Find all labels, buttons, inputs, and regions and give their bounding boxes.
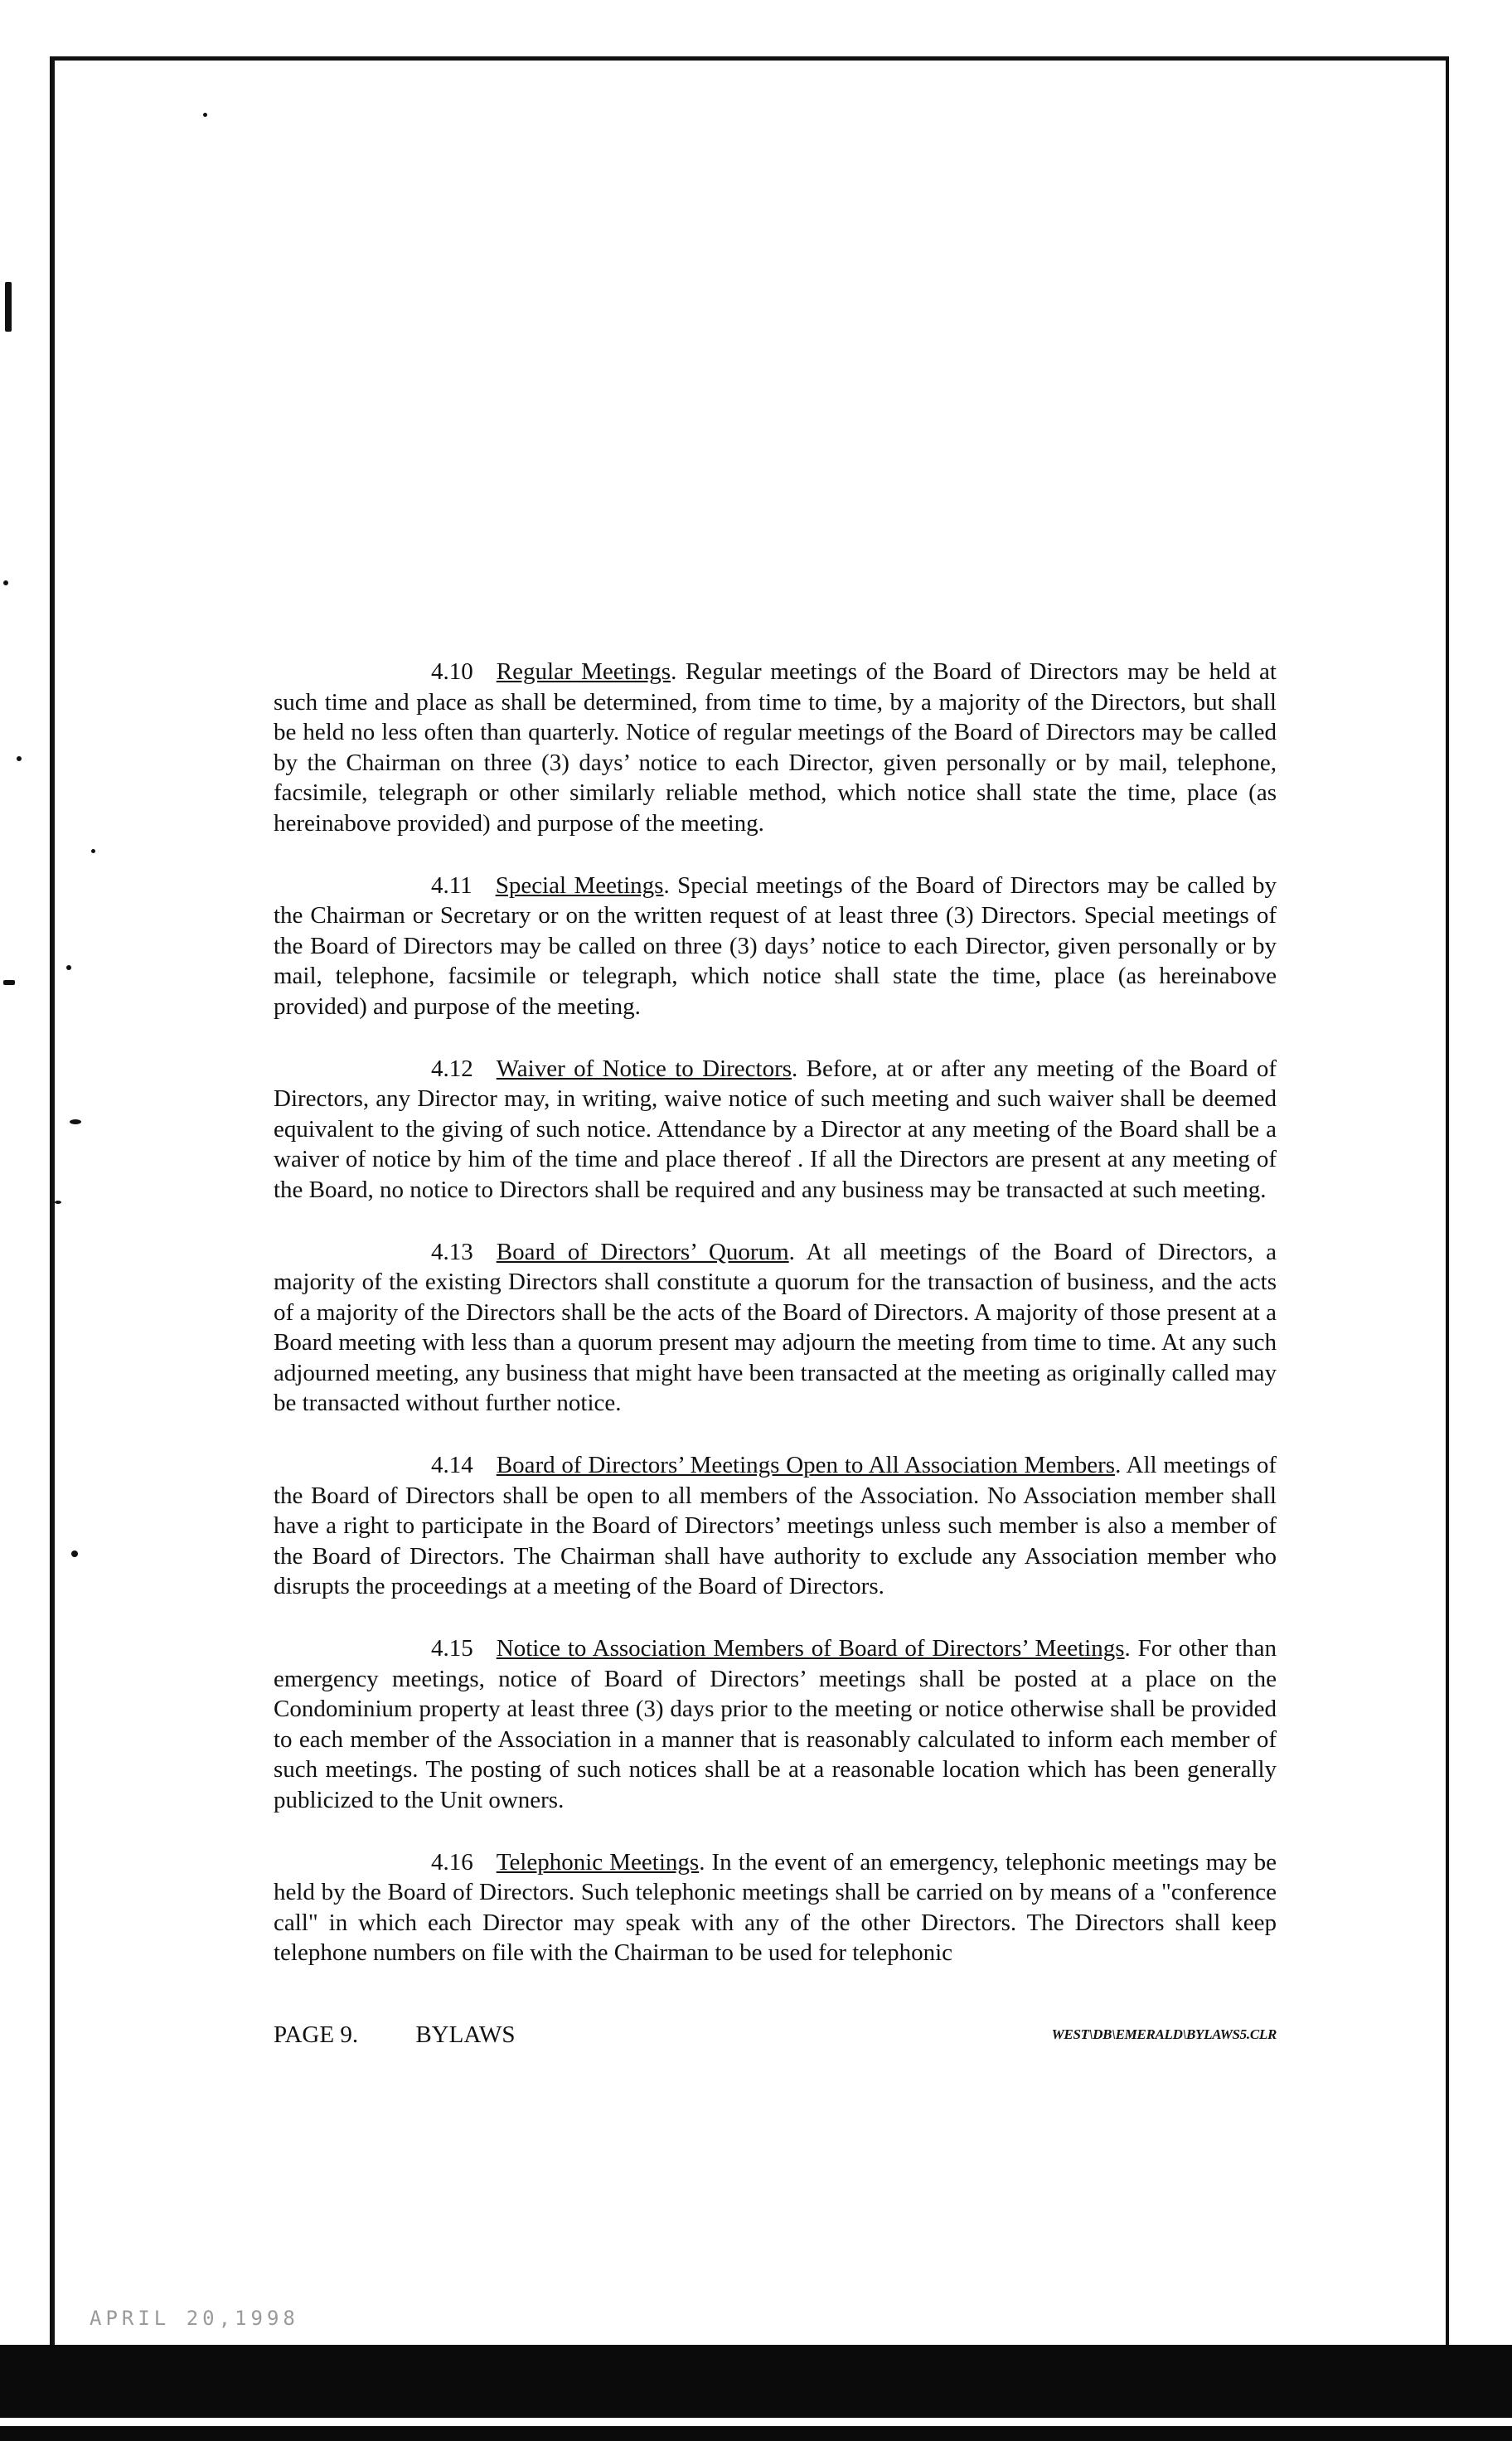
scan-speck <box>91 849 95 853</box>
section-title: Telephonic Meetings <box>496 1848 700 1876</box>
document-name: BYLAWS <box>415 2021 516 2048</box>
section-body: . Regular meetings of the Board of Directors may be held at such time and place as shall be determined, from time to time, by a majority of the Directors, but shall be held no less often than quarterly. Notice of regular meetings of the Board of Directors may be called by the Chairman on three (3) days’ notice to each Director, given personally or by mail, telephone, facsimile, telegraph or other similarly reliable method, which notice shall state the time, place (as hereinabove provided) and purpose of the meeting. <box>274 658 1277 837</box>
section-number: 4.12 <box>431 1055 473 1082</box>
section-number: 4.16 <box>431 1848 473 1876</box>
section-4-10 <box>274 657 1277 839</box>
section-4-16 <box>274 1847 1277 1968</box>
section-title: Regular Meetings <box>496 658 671 685</box>
section-title: Notice to Association Members of Board of Directors’ Meetings <box>496 1635 1125 1662</box>
scan-speck <box>3 580 8 585</box>
page-number: PAGE 9. <box>274 2021 359 2048</box>
section-number: 4.11 <box>431 871 472 899</box>
section-4-13 <box>274 1237 1277 1419</box>
section-body: . For other than emergency meetings, notice of Board of Directors’ meetings shall be posted at a place on the Condominium property at least three (3) days prior to the meeting or notice otherwise shall be provided to each member of the Association in a manner that is reasonably calculated to inform each member of such meetings. The posting of such notices shall be at a reasonable location which has been generally publicized to the Unit owners. <box>274 1635 1277 1813</box>
section-body: . Special meetings of the Board of Directors may be called by the Chairman or Secretary or on the written request of at least three (3) Directors. Special meetings of the Board of Directors may be called on three (3) days’ notice to each Director, given personally or by mail, telephone, facsimile or telegraph, which notice shall state the time, place (as hereinabove provided) and purpose of the meeting. <box>274 871 1277 1020</box>
section-title: Waiver of Notice to Directors <box>496 1055 792 1082</box>
scan-speck <box>55 1201 61 1204</box>
section-number: 4.15 <box>431 1635 473 1662</box>
scan-speck <box>17 756 22 761</box>
section-number: 4.14 <box>431 1452 473 1479</box>
scan-speck <box>66 965 71 970</box>
section-body: . In the event of an emergency, telephonic meetings may be held by the Board of Directors. Such telephonic meetings shall be carried on by means of a "conference call" in which each Director may speak with any of the other Directors. The Directors shall keep telephone numbers on file with the Chairman to be used for telephonic <box>274 1848 1277 1967</box>
scan-speck <box>5 282 12 332</box>
scan-edge-bottom <box>0 2345 1512 2441</box>
section-title: Board of Directors’ Meetings Open to All Association Members <box>496 1452 1116 1479</box>
page-footer <box>274 2021 1277 2049</box>
date-stamp: APRIL 20,1998 <box>90 2307 299 2330</box>
section-4-15 <box>274 1633 1277 1816</box>
scan-edge-right <box>1459 0 1512 2441</box>
scan-speck <box>71 1550 78 1557</box>
file-path-label: WEST\DB\EMERALD\BYLAWS5.CLR <box>1051 2026 1277 2042</box>
section-number: 4.13 <box>431 1238 473 1265</box>
document-body <box>274 657 1277 2000</box>
section-4-11 <box>274 871 1277 1022</box>
section-title: Special Meetings <box>495 871 664 899</box>
scan-speck <box>203 113 207 117</box>
section-body: . At all meetings of the Board of Directors, a majority of the existing Directors shall constitute a quorum for the transaction of business, and the acts of a majority of the Directors shall be the acts of the Board of Directors. A majority of those present at a Board meeting with less than a quorum present may adjourn the meeting from time to time. At any such adjourned meeting, any business that might have been transacted at the meeting as originally called may be transacted without further notice. <box>274 1238 1277 1417</box>
section-body: . Before, at or after any meeting of the Board of Directors, any Director may, in writing, waive notice of such meeting and such waiver shall be deemed equivalent to the giving of such notice. Attendance by a Director at any meeting of the Board shall be a waiver of notice by him of the time and place thereof . If all the Directors are present at any meeting of the Board, no notice to Directors shall be required and any business may be transacted at such meeting. <box>274 1055 1277 1203</box>
section-body: . All meetings of the Board of Directors shall be open to all members of the Association. No Association member shall have a right to participate in the Board of Directors’ meetings unless such member is also a member of the Board of Directors. The Chairman shall have authority to exclude any Association member who disrupts the proceedings at a meeting of the Board of Directors. <box>274 1452 1277 1600</box>
section-title: Board of Directors’ Quorum <box>496 1238 789 1265</box>
section-number: 4.10 <box>431 658 473 685</box>
section-4-14 <box>274 1450 1277 1602</box>
section-4-12 <box>274 1054 1277 1206</box>
scan-speck <box>3 980 15 985</box>
scan-speck <box>70 1119 81 1124</box>
scan-edge-bottom-strip <box>0 2418 1512 2426</box>
